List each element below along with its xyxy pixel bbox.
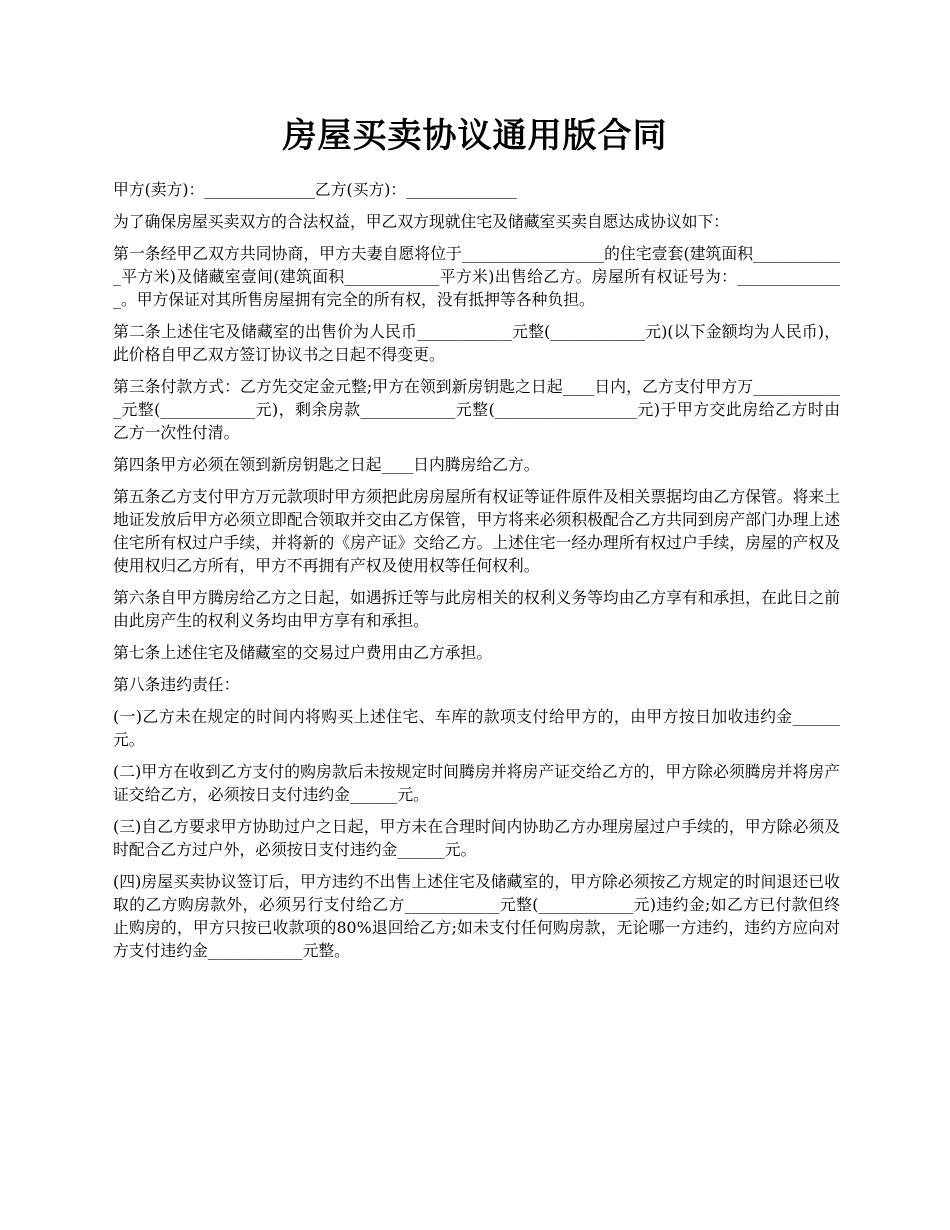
clause-2-paragraph: (二)甲方在收到乙方支付的购房款后未按规定时间腾房并将房产证交给乙方的，甲方除必须腾房并将房产证交给乙方，必须按日支付违约金______元。 (113, 762, 840, 804)
parties-line: 甲方(卖方)：______________乙方(买方)：______________ (113, 180, 517, 199)
article-1-paragraph: 第一条经甲乙双方共同协商，甲方夫妻自愿将位于__________________的住宅壹套(建筑面积____________平方米)及储藏室壹间(建筑面积____________平方米)出售给乙方。房屋所有权证号为：______________。甲方保证对其所售房屋拥有完全的所有权，没有抵押等各种负担。 (113, 244, 840, 309)
article-5-paragraph: 第五条乙方支付甲方万元款项时甲方须把此房房屋所有权证等证件原件及相关票据均由乙方保管。将来土地证发放后甲方必须立即配合领取并交由乙方保管，甲方将来必须积极配合乙方共同到房产部门办理上述住宅所有权过户手续，并将新的《房产证》交给乙方。上述住宅一经办理所有权过户手续，房屋的产权及使用权归乙方所有，甲方不再拥有产权及使用权等任何权利。 (113, 487, 840, 575)
article-4-paragraph: 第四条甲方必须在领到新房钥匙之日起____日内腾房给乙方。 (113, 455, 540, 474)
article-2-paragraph: 第二条上述住宅及储藏室的出售价为人民币____________元整(____________元)(以下金额均为人民币)，此价格自甲乙双方签订协议书之日起不得变更。 (113, 322, 840, 364)
clause-1-paragraph: (一)乙方未在规定的时间内将购买上述住宅、车库的款项支付给甲方的，由甲方按日加收违约金______元。 (113, 707, 840, 749)
article-7-paragraph: 第七条上述住宅及储藏室的交易过户费用由乙方承担。 (113, 643, 493, 662)
article-8-heading: 第八条违约责任： (113, 675, 240, 694)
preamble-paragraph: 为了确保房屋买卖双方的合法权益，甲乙双方现就住宅及储藏室买卖自愿达成协议如下： (113, 212, 730, 231)
clause-3-paragraph: (三)自乙方要求甲方协助过户之日起，甲方未在合理时间内协助乙方办理房屋过户手续的，甲方除必须及时配合乙方过户外，必须按日支付违约金______元。 (113, 817, 840, 859)
article-3-paragraph: 第三条付款方式：乙方先交定金元整;甲方在领到新房钥匙之日起____日内，乙方支付甲方万____________元整(____________元)，剩余房款____________元整(__________________元)于甲方交此房给乙方时由乙方一次性付清。 (113, 377, 840, 442)
clause-4-paragraph: (四)房屋买卖协议签订后，甲方违约不出售上述住宅及储藏室的，甲方除必须按乙方规定的时间退还已收取的乙方购房款外，必须另行支付给乙方____________元整(____________元)违约金;如乙方已付款但终止购房的，甲方只按已收款项的80%退回给乙方;如未支付任何购房款，无论哪一方违约，违约方应向对方支付违约金____________元整。 (113, 872, 840, 960)
article-6-paragraph: 第六条自甲方腾房给乙方之日起，如遇拆迁等与此房相关的权利义务等均由乙方享有和承担，在此日之前由此房产生的权利义务均由甲方享有和承担。 (113, 588, 840, 630)
document-body (113, 178, 840, 971)
document-title: 房屋买卖协议通用版合同 (282, 116, 668, 156)
